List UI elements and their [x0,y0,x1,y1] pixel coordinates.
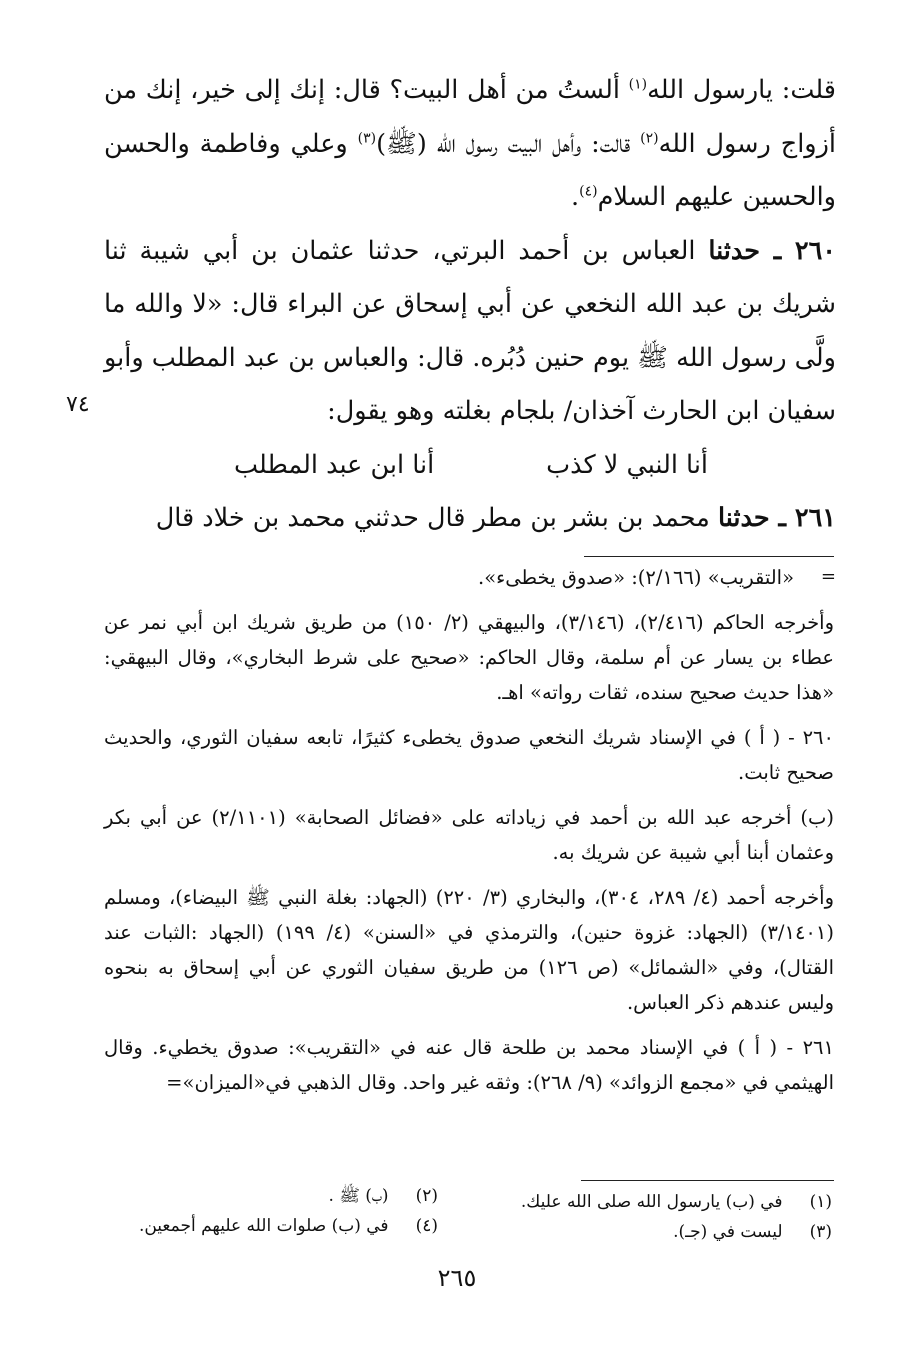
footnote-text: في (ب) صلوات الله عليهم أجمعين. [138,1216,389,1236]
footnote-ref: (١) [628,76,648,93]
footnote-number: (١) [809,1192,832,1212]
text-run: . [571,182,580,212]
footnote-number: (٣) [809,1222,832,1242]
note: وأخرجه الحاكم (٢/٤١٦)، (٣/١٤٦)، والبيهقي (٢/ ١٥٠) من طريق شريك ابن أبي نمر عن عطاء بن يسار عن أم سلمة، وقال الحاكم: «صحيح على شرط البخاري»، وقال البيهقي: «هذا حديث صحيح سنده، ثقات رواته» اهـ. [104,611,834,704]
verse [104,439,836,493]
hadith-keyword: حدثنا [708,235,761,266]
verse-second-hemistich: أنا ابن عبد المطلب [234,449,435,480]
note: ٢٦٠ - ( أ ) في الإسناد شريك النخعي صدوق يخطىء كثيرًا، تابعه سفيان الثوري، والحديث صحيح ثابت. [104,726,834,784]
text-run: وعلي وفاطمة والحسن والحسين عليهم السلام [104,128,836,212]
page-number: ٢٦٥ [437,1264,477,1292]
paragraph-quote [104,64,836,225]
note: (ب) أخرجه عبد الله بن أحمد في زياداته على «فضائل الصحابة» (٢/١١٠١) عن أبي بكر وعثمان أبنا أبي شيبة عن شريك به. [104,806,834,864]
footnote-text: ليست في (جـ). [673,1222,783,1242]
hadith-text: محمد بن بشر بن مطر قال حدثني محمد بن خلاد قال [155,503,718,533]
footnote-text: في (ب) يارسول الله صلى الله عليك. [520,1192,783,1212]
hadith-number: ٢٦٠ ـ [760,235,836,266]
footnote-2 [329,1184,438,1208]
note: وأخرجه أحمد (٤/ ٢٨٩، ٣٠٤)، والبخاري (٣/ ٢٢٠) (الجهاد: بغلة النبي ﷺ البيضاء)، ومسلم (٣/١٤٠١) (الجهاد: غزوة حنين)، والترمذي في «السنن» (٤/ ١٩٩) (الجهاد :الثبات عند القتال)، وفي «الشمائل» (ص ١٢٦) من طريق سفيان الثوري عن أبي إسحاق به بنحوه وليس عندهم ذكر العباس. [104,886,834,1014]
notes-separator [584,556,834,557]
verse-first-hemistich: أنا النبي لا كذب [546,449,708,480]
footnote-1 [521,1190,832,1214]
manuscript-page-number: ٧٤ [66,392,90,417]
note: ٢٦١ - ( أ ) في الإسناد محمد بن طلحة قال عنه في «التقريب»: صدوق يخطيء. وقال الهيثمي في «مجمع الزوائد» (٩/ ٢٦٨): وثقه غير واحد. وقال الذهبي في«الميزان»= [104,1036,834,1094]
continuation-mark: = [820,566,836,587]
footnote-number: (٢) [415,1186,438,1206]
text-run: قلت: يارسول الله [647,75,836,105]
hadith-260 [104,225,836,439]
footnotes-separator [581,1180,834,1181]
footnote-3 [673,1220,832,1244]
footnote-ref: (٣) [357,130,377,146]
hadith-261 [104,492,836,546]
note-continued [104,560,834,595]
text-run: قالت: وأهل البيت رسول الله (ﷺ) [376,128,641,159]
note-text: «التقريب» (٢/١٦٦): «صدوق يخطىء». [478,566,794,589]
footnote-ref: (٢) [640,130,659,146]
hadith-keyword: حدثنا [717,503,770,533]
hadith-text: العباس بن أحمد البرتي، حدثنا عثمان بن أبي شيبة ثنا شريك بن عبد الله النخعي عن أبي إسحاق عن البراء قال: «لا والله ما ولَّى رسول الله ﷺ يوم حنين دُبُره. قال: والعباس بن عبد المطلب وأبو سفيان ابن الحارث آخذان/ بلجام بغلته وهو يقول: [104,235,836,426]
hadith-number: ٢٦١ ـ [769,503,836,533]
main-text [104,64,836,546]
text-run: ألستُ من أهل البيت؟ قال: إنك إلى خير، إنك من أزواج رسول الله [104,75,836,159]
commentary-notes [104,560,834,1100]
footnote-ref: (٤) [579,183,598,200]
footnote-4 [139,1214,438,1238]
footnote-text: (ب) ﷺ . [328,1186,389,1206]
footnote-number: (٤) [415,1216,438,1236]
